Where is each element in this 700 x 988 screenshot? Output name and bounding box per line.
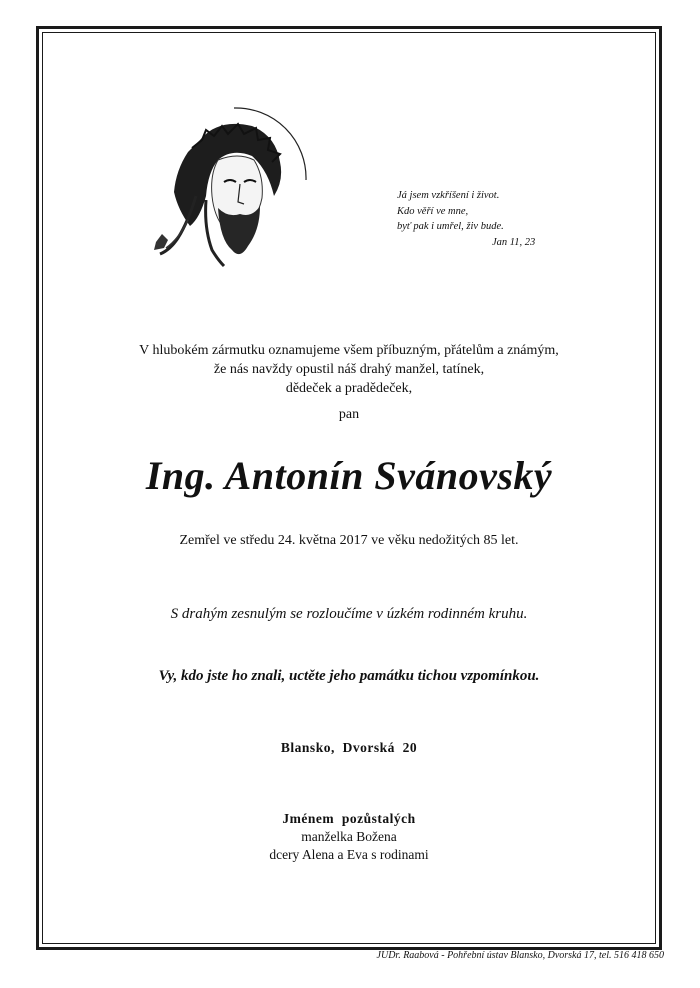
mourners — [42, 810, 656, 864]
quote-line: byť pak i umřel, živ bude. — [397, 221, 504, 232]
quote-line: Já jsem vzkříšení i život. — [397, 190, 500, 201]
quote-line: Kdo věří ve mne, — [397, 205, 469, 217]
intro-line: V hlubokém zármutku oznamujeme všem příbuzným, přátelům a známým, — [139, 343, 559, 358]
deceased-name: Ing. Antonín Svánovský — [145, 453, 553, 498]
mourner-line: dcery Alena a Eva s rodinami — [269, 847, 429, 862]
mourner-line: manželka Božena — [301, 829, 397, 844]
death-line: Zemřel ve středu 24. května 2017 ve věku nedožitých 85 let. — [179, 533, 519, 548]
christ-portrait-icon — [148, 100, 308, 268]
salutation: pan — [338, 407, 360, 422]
funeral-home-footer: JUDr. Raabová - Pohřební ústav Blansko, Dvorská 17, tel. 516 418 650 — [376, 950, 664, 961]
intro-line: že nás navždy opustil náš drahý manžel, tatínek, — [213, 362, 485, 377]
announcement-intro — [42, 341, 656, 398]
mourners-heading: Jménem pozůstalých — [282, 811, 416, 826]
quote-reference: Jan 11, 23 — [492, 236, 536, 248]
address: Blansko, Dvorská 20 — [280, 740, 418, 755]
memory-line: Vy, kdo jste ho znali, uctěte jeho památku tichou vzpomínkou. — [158, 668, 540, 684]
farewell-line: S drahým zesnulým se rozloučíme v úzkém rodinném kruhu. — [170, 606, 528, 622]
intro-line: dědeček a pradědeček, — [285, 381, 413, 396]
bible-quote — [397, 188, 577, 250]
